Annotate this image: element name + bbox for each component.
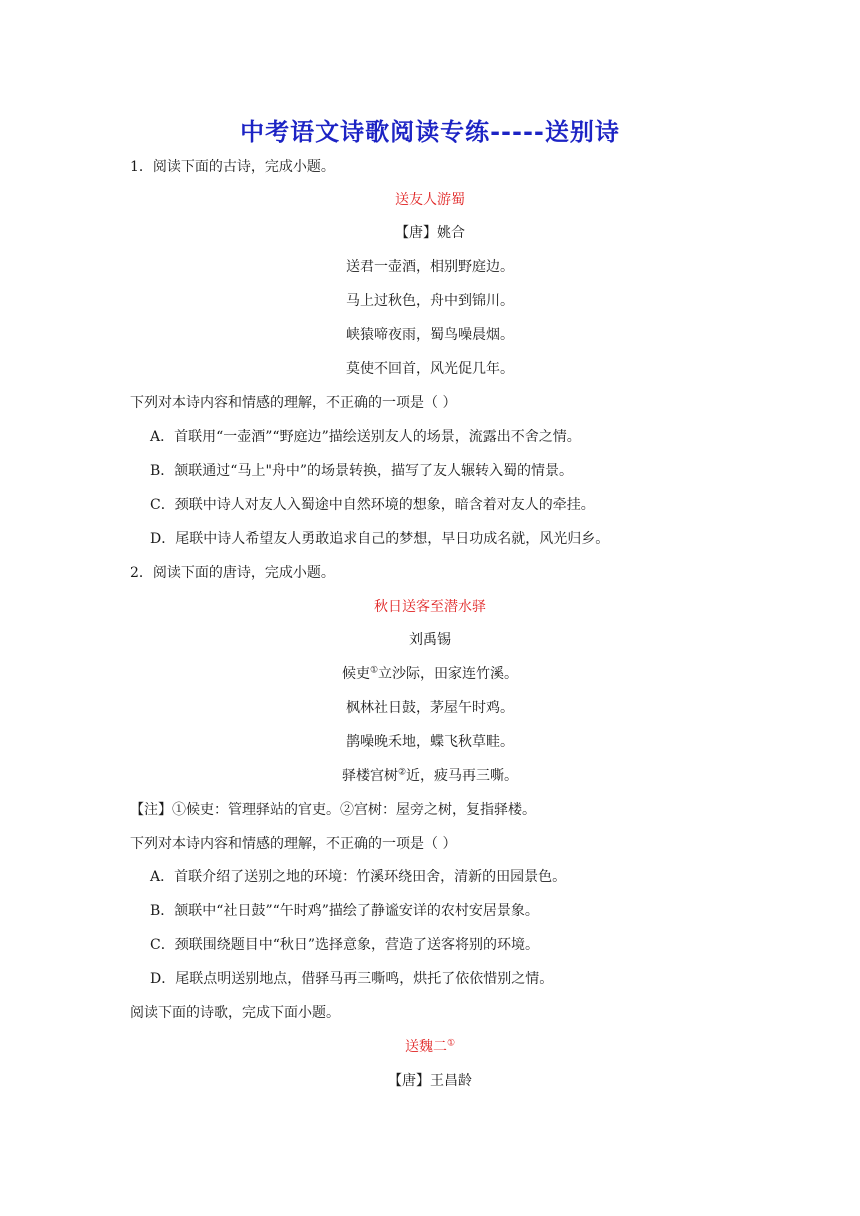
- q1-poem-line: 送君一壶酒，相别野庭边。: [346, 259, 514, 275]
- q2-poem-line: [0, 766, 860, 786]
- q1-poem-line: 莫使不回首，风光促几年。: [346, 361, 514, 377]
- q2-option-b: B．颔联中“社日鼓”“午时鸡”描绘了静谧安详的农村安居景象。: [150, 903, 539, 919]
- page-title: 中考语文诗歌阅读专练-----送别诗: [240, 118, 620, 146]
- q2-option-a: A．首联介绍了送别之地的环境：竹溪环绕田舍，清新的田园景色。: [150, 869, 567, 885]
- q3-poem-title: [0, 1037, 860, 1057]
- footnote-marker: ②: [397, 767, 407, 778]
- footnote-marker: ①: [446, 1038, 456, 1049]
- q1-option-d: D．尾联中诗人希望友人勇敢追求自己的梦想，早日功成名就，风光归乡。: [150, 531, 610, 547]
- q1-option-b: B．颔联通过“马上"舟中”的场景转换，描写了友人辗转入蜀的情景。: [150, 463, 574, 479]
- q2-note: 【注】①候吏：管理驿站的官吏。②宫树：屋旁之树，复指驿楼。: [130, 802, 536, 818]
- q2-line1-a: 候吏: [341, 666, 370, 682]
- q1-question: 下列对本诗内容和情感的理解，不正确的一项是（ ）: [130, 395, 457, 411]
- footnote-marker: ①: [369, 665, 379, 676]
- q2-poem-line: 鹊噪晚禾地，蝶飞秋草畦。: [346, 734, 514, 750]
- q2-poem-line: [0, 664, 860, 684]
- q2-poem-title: 秋日送客至潜水驿: [374, 599, 486, 615]
- q1-author: 【唐】姚合: [395, 225, 465, 241]
- q2-line4-a: 驿楼宫树: [341, 768, 398, 784]
- q1-poem-title: 送友人游蜀: [395, 192, 465, 208]
- q2-poem-line: 枫林社日鼓，茅屋午时鸡。: [346, 700, 514, 716]
- q2-option-c: C．颈联围绕题目中“秋日”选择意象，营造了送客将别的环境。: [150, 937, 540, 953]
- q3-author: 【唐】王昌龄: [388, 1073, 472, 1089]
- q2-author: 刘禹锡: [409, 632, 451, 648]
- q1-option-c: C．颈联中诗人对友人入蜀途中自然环境的想象，暗含着对友人的牵挂。: [150, 497, 595, 513]
- q1-poem-line: 马上过秋色，舟中到锦川。: [346, 293, 514, 309]
- q3-intro: 阅读下面的诗歌，完成下面小题。: [130, 1005, 340, 1021]
- q2-intro: 2．阅读下面的唐诗，完成小题。: [130, 565, 335, 581]
- q3-poem-title-text: 送魏二: [404, 1039, 447, 1055]
- q2-line4-b: 近，疲马再三嘶。: [406, 768, 519, 784]
- q1-intro: 1．阅读下面的古诗，完成小题。: [130, 159, 335, 175]
- q2-line1-b: 立沙际，田家连竹溪。: [378, 666, 519, 682]
- q1-poem-line: 峡猿啼夜雨，蜀鸟噪晨烟。: [346, 327, 514, 343]
- q2-question: 下列对本诗内容和情感的理解，不正确的一项是（ ）: [130, 836, 457, 852]
- q1-option-a: A．首联用“一壶酒”“野庭边”描绘送别友人的场景，流露出不舍之情。: [150, 429, 581, 445]
- q2-option-d: D．尾联点明送别地点，借驿马再三嘶鸣，烘托了依依惜别之情。: [150, 971, 554, 987]
